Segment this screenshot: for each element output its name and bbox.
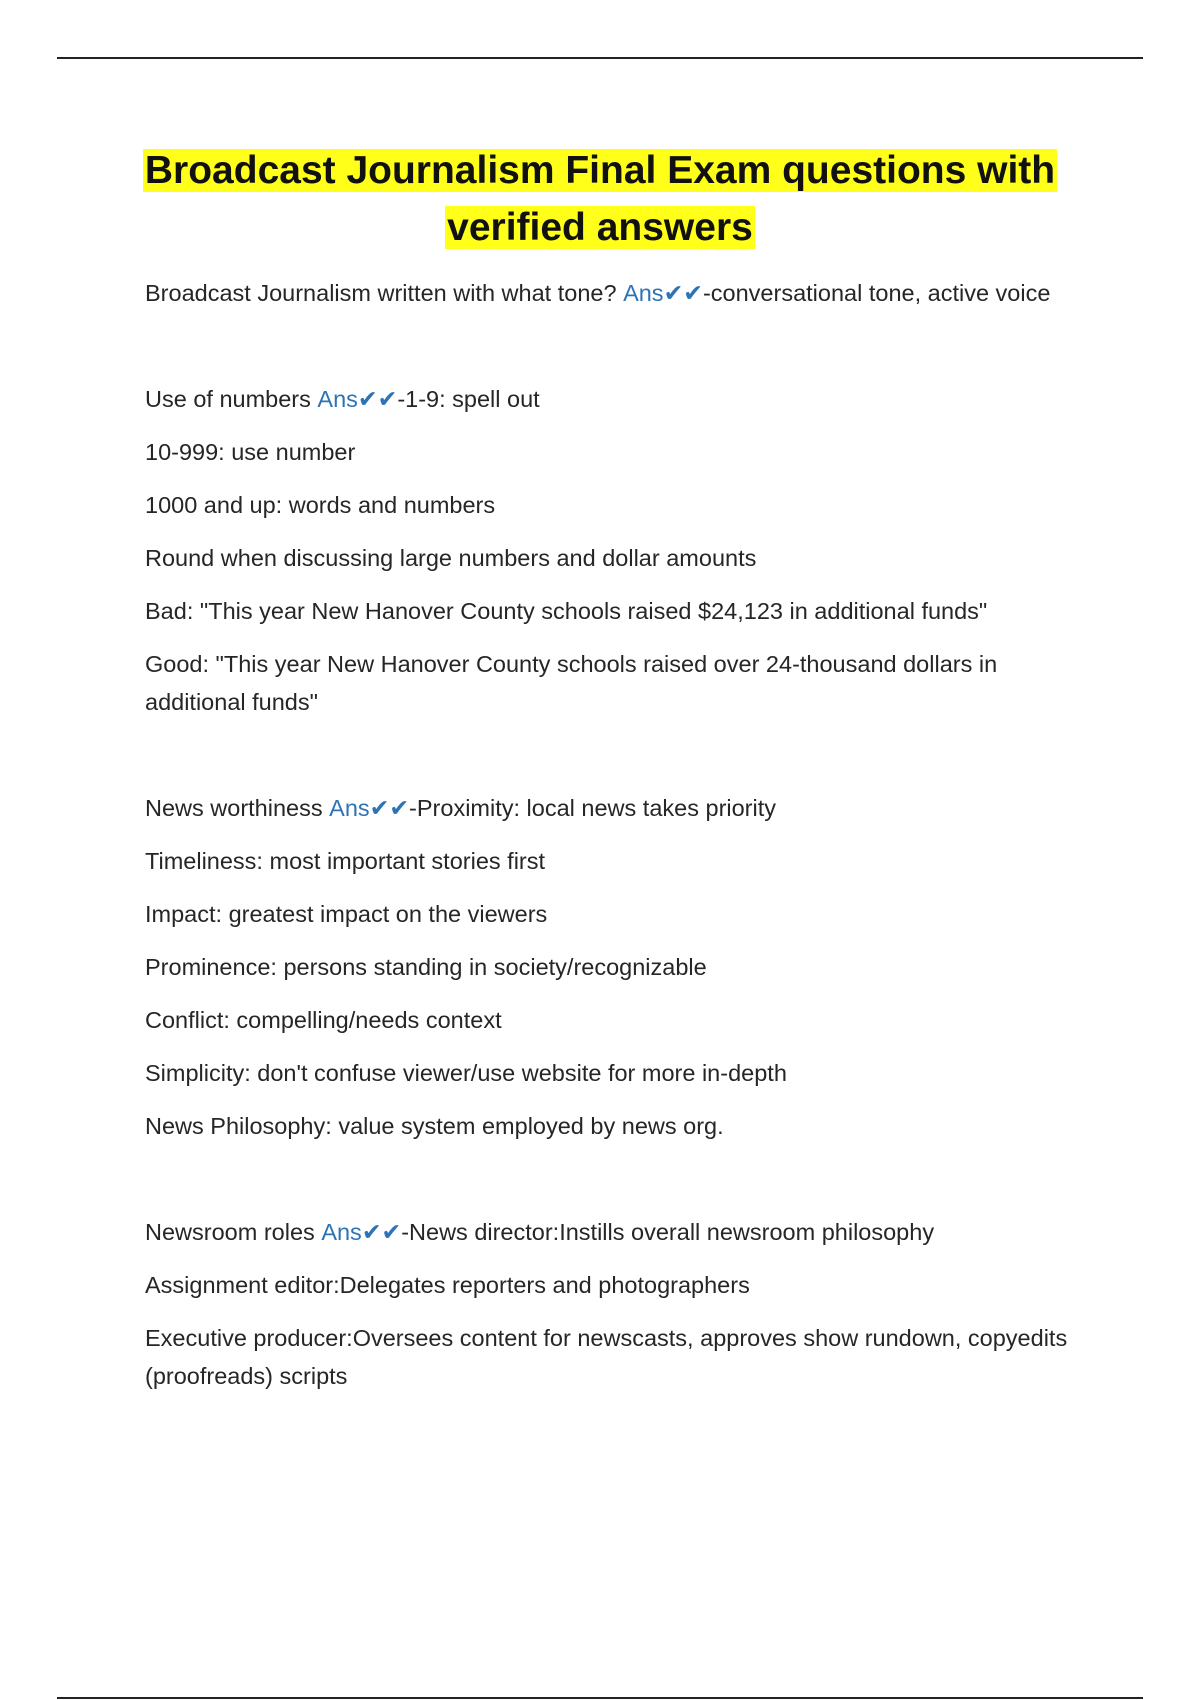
check-icon: ✔✔ bbox=[369, 795, 410, 821]
answer-line: News Philosophy: value system employed by news org. bbox=[145, 1113, 724, 1139]
question-text: Use of numbers bbox=[145, 386, 311, 412]
check-icon: ✔✔ bbox=[361, 1219, 402, 1245]
answer-line: Prominence: persons standing in society/recognizable bbox=[145, 954, 707, 980]
qa-line bbox=[145, 380, 1085, 418]
answer-line: Conflict: compelling/needs context bbox=[145, 1007, 502, 1033]
answer-text: -Proximity: local news takes priority bbox=[409, 795, 777, 821]
qa-block-newsroom-roles bbox=[145, 1213, 1085, 1395]
answer-line: Round when discussing large numbers and dollar amounts bbox=[145, 545, 757, 571]
check-icon: ✔✔ bbox=[357, 386, 398, 412]
check-icon: ✔✔ bbox=[663, 280, 703, 306]
answer-line: Good: "This year New Hanover County schools raised over 24-thousand dollars in additional funds" bbox=[145, 651, 998, 715]
qa-line bbox=[145, 274, 1085, 312]
question-text: News worthiness bbox=[145, 795, 323, 821]
answer-line: Bad: "This year New Hanover County schools raised $24,123 in additional funds" bbox=[145, 598, 988, 624]
document-title bbox=[100, 142, 1100, 256]
question-text: Broadcast Journalism written with what tone? bbox=[145, 280, 617, 306]
question-text: Newsroom roles bbox=[145, 1219, 315, 1245]
answer-text: -1-9: spell out bbox=[397, 386, 540, 412]
qa-block-news-worthiness bbox=[145, 789, 1085, 1145]
answer-line: Executive producer:Oversees content for newscasts, approves show rundown, copyedits (proofreads) scripts bbox=[145, 1325, 1068, 1389]
document-body bbox=[145, 274, 1085, 1395]
qa-block-numbers bbox=[145, 380, 1085, 721]
answer-marker: Ans✔✔ bbox=[623, 280, 703, 306]
answer-line: Assignment editor:Delegates reporters and photographers bbox=[145, 1272, 750, 1298]
footer-rule bbox=[57, 1697, 1143, 1699]
title-highlight: Broadcast Journalism Final Exam questions with verified answers bbox=[144, 149, 1056, 249]
answer-marker: Ans✔✔ bbox=[329, 795, 410, 821]
answer-line: Timeliness: most important stories first bbox=[145, 848, 546, 874]
qa-line bbox=[145, 1213, 1085, 1251]
answer-marker: Ans✔✔ bbox=[321, 1219, 402, 1245]
answer-text: -conversational tone, active voice bbox=[702, 280, 1051, 306]
answer-line: Simplicity: don't confuse viewer/use website for more in-depth bbox=[145, 1060, 787, 1086]
answer-line: 10-999: use number bbox=[145, 439, 356, 465]
header-rule bbox=[57, 57, 1143, 59]
qa-block-tone bbox=[145, 274, 1085, 312]
answer-line: Impact: greatest impact on the viewers bbox=[145, 901, 548, 927]
answer-line: 1000 and up: words and numbers bbox=[145, 492, 496, 518]
answer-text: -News director:Instills overall newsroom philosophy bbox=[401, 1219, 935, 1245]
answer-marker: Ans✔✔ bbox=[317, 386, 398, 412]
qa-line bbox=[145, 789, 1085, 827]
